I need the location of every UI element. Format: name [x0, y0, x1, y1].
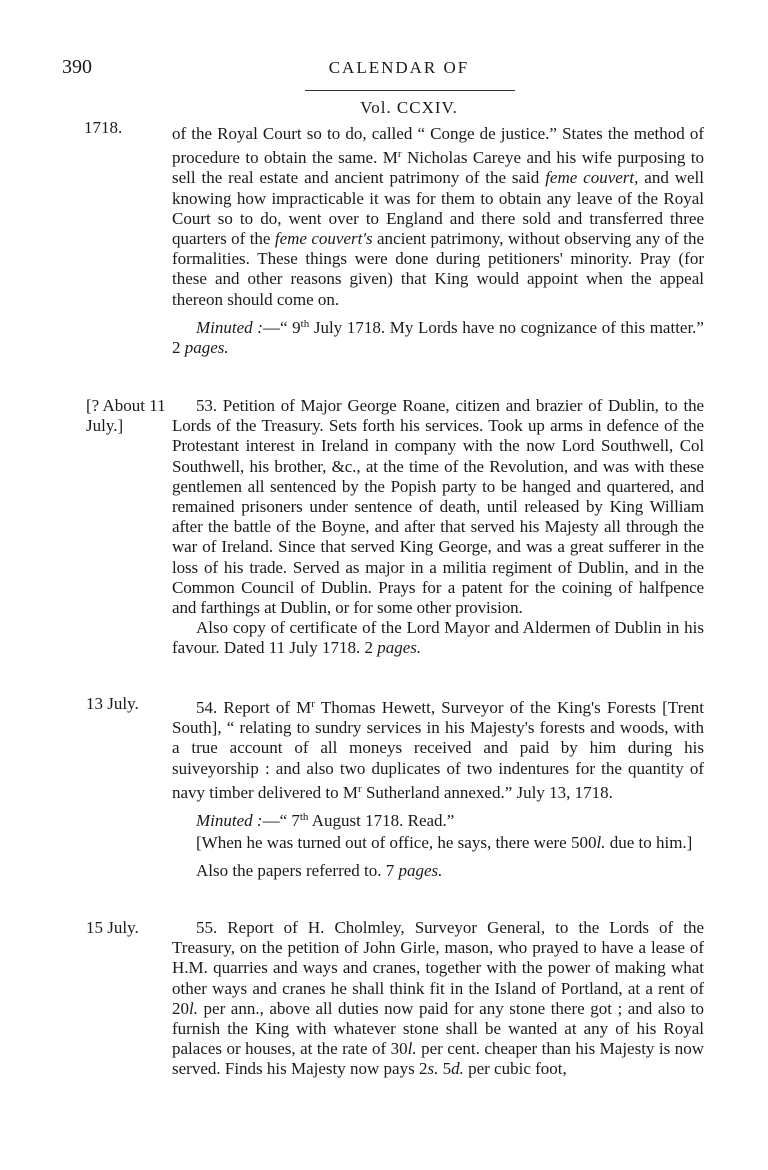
entry-52-minuted: Minuted :—“ 9th July 1718. My Lords have no cognizance of this matter.” 2 pages. — [172, 317, 704, 358]
header-rule — [305, 90, 515, 91]
entry-55 — [172, 918, 704, 1080]
entry-52 — [172, 124, 704, 358]
entry-54-date: 13 July. — [86, 694, 139, 713]
entry-54-note: [When he was turned out of office, he says, there were 500l. due to him.] — [196, 833, 693, 853]
entry-54-body: 54. Report of $M^r$ Thomas Hewett, Surveyor of the King's Forests [Trent South], “ relating to sundry services in his Majesty's forests and woods, with a true account of all moneys received and paid by him during his suiveyorship : and also two duplicates of two indentures for the quantity of navy timber delivered to $M^r$ Sutherland annexed.” July 13, 1718. — [172, 698, 705, 802]
entry-54 — [172, 694, 704, 882]
entry-53-date: [? About 11 July.] — [86, 396, 166, 435]
running-title: CALENDAR OF — [328, 58, 470, 77]
page-number: 390 — [62, 56, 92, 78]
entry-54-also: Also the papers referred to. 7 pages. — [196, 861, 443, 881]
entry-55-body: 55. Report of H. Cholmley, Surveyor General, to the Lords of the Treasury, on the petition of John Girle, mason, who prayed to have a lease of H.M. quarries and ways and cranes, together with the power of making what other ways and cranes he shall think fit in the Island of Portland, at a rent of 20l. per ann., above all duties now paid for any stone there got ; and also to furnish the King with whatever stone shall be wanted at any of his Royal palaces or houses, at the rate of 30l. per cent. cheaper than his Majesty is now served. Finds his Majesty now pays 2s. 5d. per cubic foot, — [172, 918, 704, 1079]
volume-heading: Vol. CCXIV. — [360, 98, 458, 117]
entry-53 — [172, 396, 704, 659]
entry-52-body: of the Royal Court so to do, called “ Conge de justice.” States the method of procedure to obtain the same. $M^r$ Nicholas Careye and his wife purposing to sell the real estate and ancient patrimony of the said feme couvert, and well knowing how impracticable it was for them to obtain any leave of the Royal Court so to do, went over to England and there sold and transferred three quarters of the feme couvert's ancient patrimony, without observing any of the formalities. These things were done during petitioners' minority. Pray (for these and other reasons given) that King would appoint when the appeal thereon should come on. — [172, 124, 704, 309]
entry-55-date: 15 July. — [86, 918, 139, 937]
entry-53-body: 53. Petition of Major George Roane, citizen and brazier of Dublin, to the Lords of the Treasury. Sets forth his services. Took up arms in defence of the Protestant interest in Ireland in company with the now Lord Southwell, Col Southwell, his brother, &c., at the time of the Revolution, and was with these gentlemen all sentenced by the Popish party to be hanged and quartered, and remained prisoners under sentence of death, until released by King William after the battle of the Boyne, and after that served his Majesty all through the war of Ireland. Since that served King George, and was a great sufferer in the loss of his trade. Served as major in a militia regiment of Dublin, and in the Common Council of Dublin. Prays for a patent for the coining of halfpence and farthings at Dublin, or for some other provision. — [172, 396, 704, 618]
entry-54-minuted: Minuted :—“ 7th August 1718. Read.” — [196, 811, 455, 831]
year-label: 1718. — [84, 118, 123, 137]
entry-53-also: Also copy of certificate of the Lord Mayor and Aldermen of Dublin in his favour. Dated 11 July 1718. 2 pages. — [172, 618, 704, 658]
